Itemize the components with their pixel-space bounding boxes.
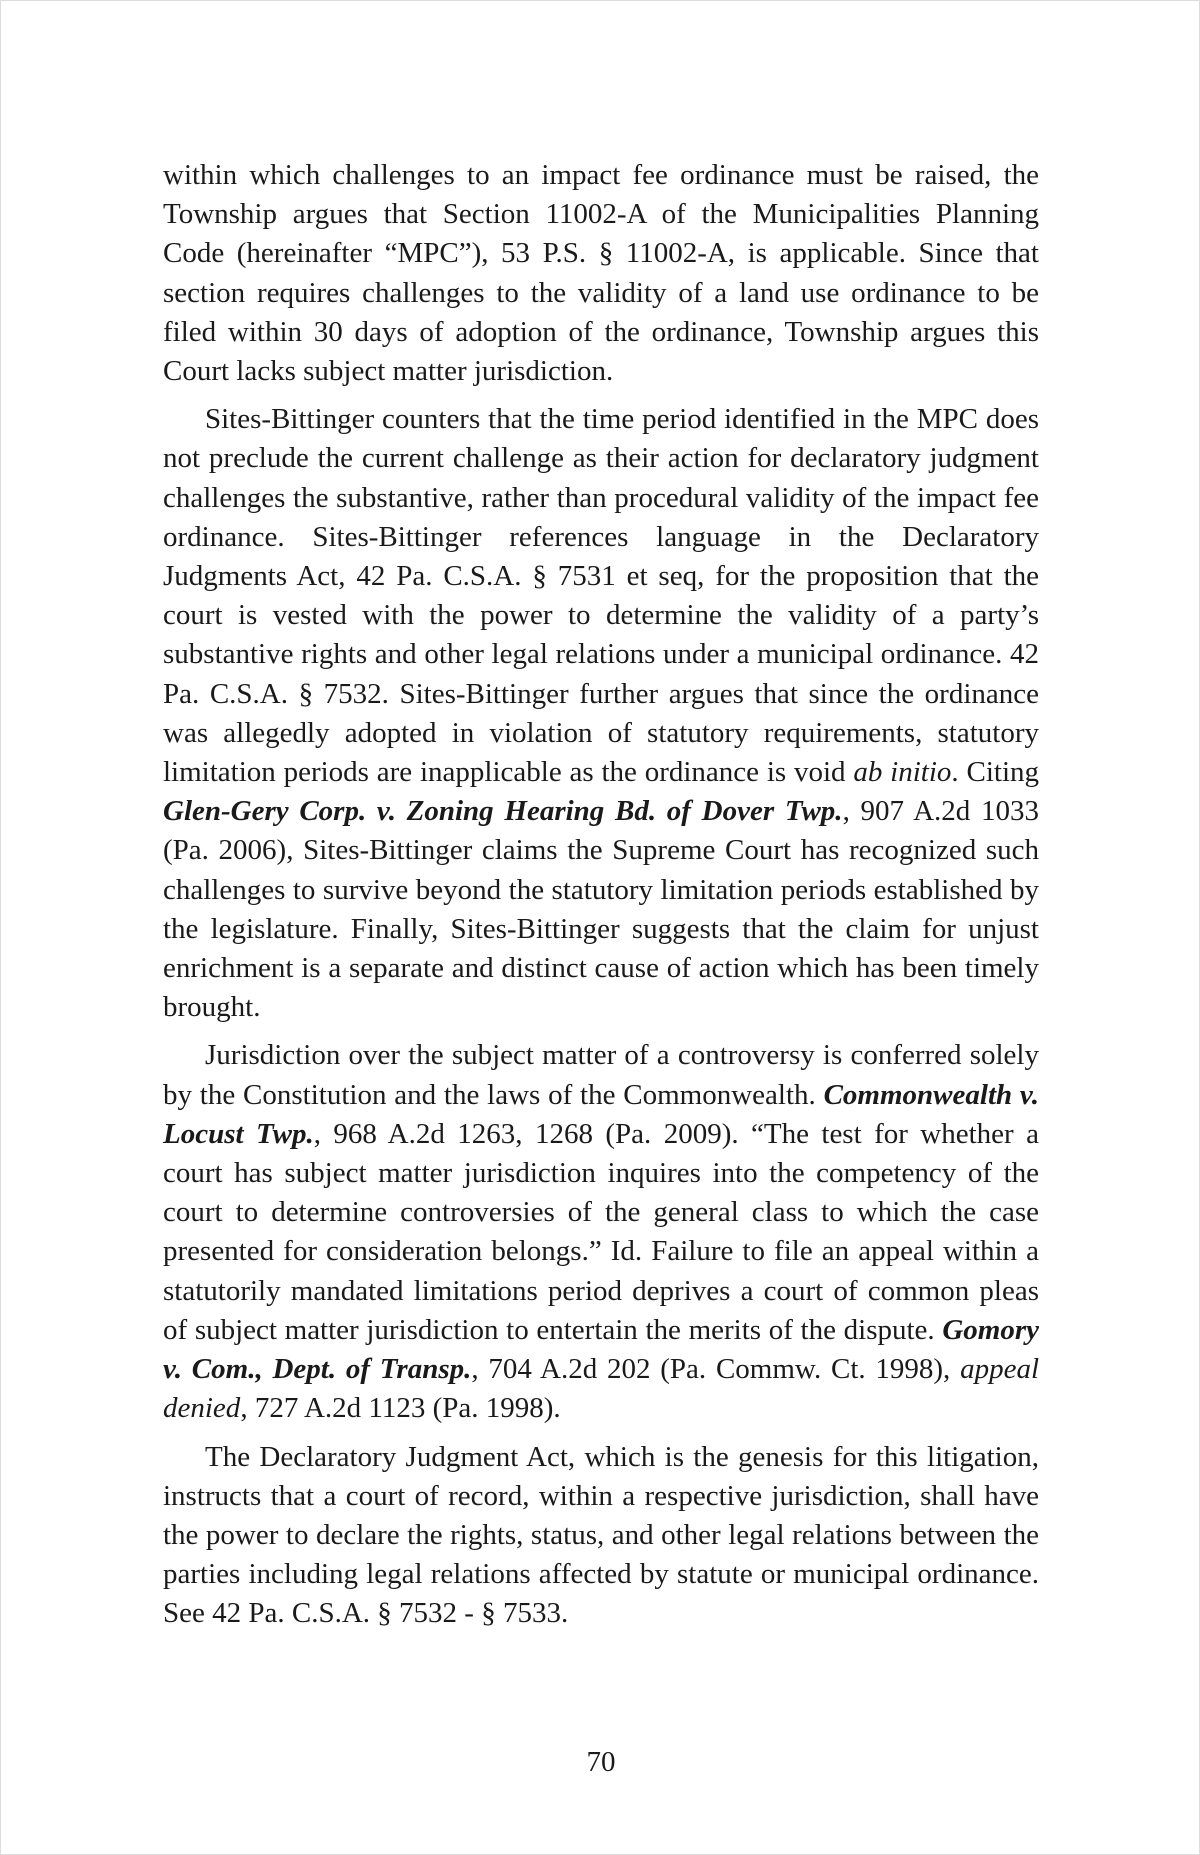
paragraph-jurisdiction (163, 1036, 1039, 1428)
case-citation: Glen-Gery Corp. v. Zoning Hearing Bd. of Dover Twp. (163, 795, 843, 828)
latin-phrase: ab initio (853, 756, 952, 789)
paragraph-continuation (163, 156, 1039, 391)
text-segment: , 968 A.2d 1263, 1268 (Pa. 2009). “The test for whether a court has subject matter jurisdiction inquires into the competency of the court to determine controversies of the general class to which the case presented for consideration belongs.” Id. Failure to file an appeal within a statutorily mandated limitations period deprives a court of common pleas of subject matter jurisdiction to entertain the merits of the dispute. (163, 1117, 1039, 1346)
case-citation: Commonwealth v. Locust Twp. (163, 1078, 1039, 1150)
text-segment: Jurisdiction over the subject matter of a controversy is conferred solely by the Constitution and the laws of the Commonwealth. (163, 1039, 1039, 1111)
text-segment: Sites-Bittinger counters that the time period identified in the MPC does not preclude the current challenge as their action for declaratory judgment challenges the substantive, rather than procedural validity of the impact fee ordinance. Sites-Bittinger references language in the Declaratory Judgments Act, 42 Pa. C.S.A. § 7531 et seq, for the proposition that the court is vested with the power to determine the validity of a party’s substantive rights and other legal relations under a municipal ordinance. 42 Pa. C.S.A. § 7532. Sites-Bittinger further argues that since the ordinance was allegedly adopted in violation of statutory requirements, statutory limitation periods are inapplicable as the ordinance is void (163, 403, 1039, 789)
paragraph-declaratory-judgment-act (163, 1438, 1039, 1634)
text-segment: within which challenges to an impact fee ordinance must be raised, the Township argues that Section 11002-A of the Municipalities Planning Code (hereinafter “MPC”), 53 P.S. § 11002-A, is applicable. Since that section requires challenges to the validity of a land use ordinance to be filed within 30 days of adoption of the ordinance, Township argues this Court lacks subject matter jurisdiction. (163, 159, 1039, 388)
case-citation: Gomory v. Com., Dept. of Transp. (163, 1313, 1039, 1386)
text-segment: . Citing (951, 756, 1039, 789)
text-segment: The Declaratory Judgment Act, which is the genesis for this litigation, instructs that a court of record, within a respective jurisdiction, shall have the power to declare the rights, status, and other legal relations between the parties including legal relations affected by statute or municipal ordinance. See 42 Pa. C.S.A. § 7532 - § 7533. (163, 1440, 1039, 1630)
text-segment: , 704 A.2d 202 (Pa. Commw. Ct. 1998), (471, 1353, 961, 1386)
page-number: 70 (586, 1746, 616, 1778)
body-text (163, 156, 1039, 1643)
paragraph-sites-bittinger-argument (163, 400, 1039, 1027)
appeal-denied-phrase: appeal denied (163, 1353, 1040, 1425)
text-segment: , 727 A.2d 1123 (Pa. 1998). (240, 1392, 561, 1425)
text-segment: , 907 A.2d 1033 (Pa. 2006), Sites-Bittinger claims the Supreme Court has recognized such challenges to survive beyond the statutory limitation periods established by the legislature. Finally, Sites-Bittinger suggests that the claim for unjust enrichment is a separate and distinct cause of action which has been timely brought. (163, 795, 1040, 1024)
